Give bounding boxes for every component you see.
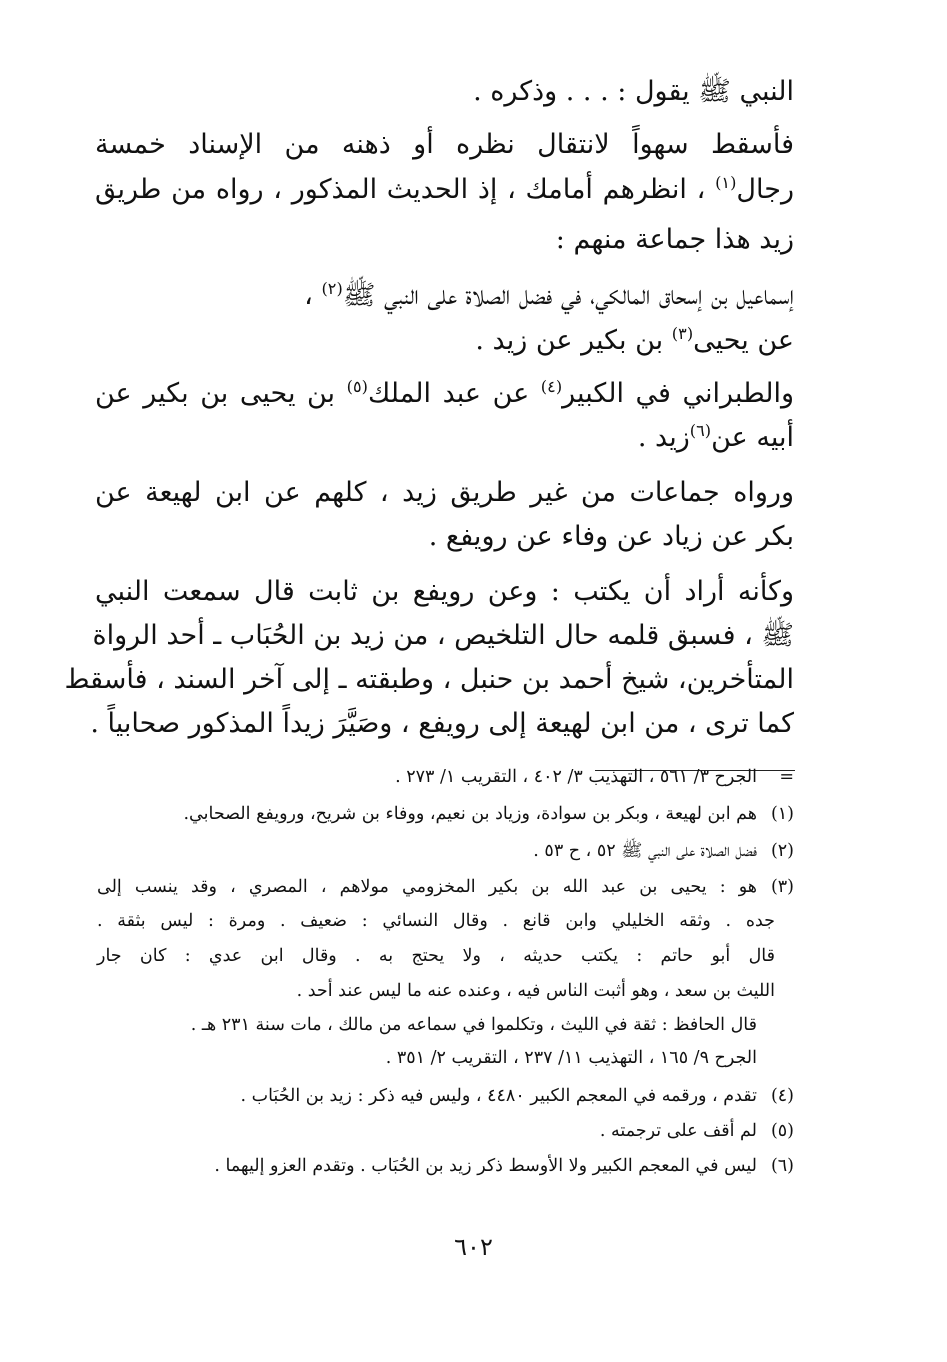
main-line-12: ﷺ ، فسبق قلمه حال التلخيص ، من زيد بن الحُبَاب ـ أحد الرواة (92, 620, 794, 651)
footnote-ref-5: (٥) (346, 377, 368, 396)
footnote-6-number: (٦) (770, 1156, 794, 1176)
footnote-2-number: (٢) (770, 841, 794, 861)
footnote-5-text: لم أقف على ترجمته . (599, 1121, 757, 1141)
footnote-2-text: فضل الصلاة على النبي ﷺ ٥٢ ، ح ٥٣ . (533, 841, 757, 861)
footnote-ref-6: (٦) (689, 421, 712, 440)
footnote-3-line-1: هو : يحيى بن عبد الله بن بكير المخزومي مولاهم ، المصري ، وقد ينسب إلى (97, 877, 757, 897)
footnote-4-number: (٤) (770, 1086, 794, 1106)
footnote-3-line-5: قال الحافظ : ثقة في الليث ، وتكلموا في سماعه من مالك ، مات سنة ٢٣١ هـ . (190, 1015, 757, 1035)
footnote-6-text: ليس في المعجم الكبير ولا الأوسط ذكر زيد بن الحُبَاب . وتقدم العزو إليهما . (214, 1156, 757, 1176)
main-line-7: والطبراني في الكبير$^{(٤)}$ عن عبد الملك$^{(٥)}$ بن يحيى بن بكير عن (95, 377, 794, 409)
main-line-2: فأسقط سهواً لانتقال نظره أو ذهنه من الإسناد خمسة (95, 129, 794, 160)
footnote-3-line-4: الليث بن سعد ، وهو أثبت الناس فيه ، وعنده عنه ما ليس عند أحد . (296, 981, 775, 1001)
footnote-3-line-2: جده . وثقه الخليلي وابن قانع . وقال النسائي : ضعيف . ومرة : ليس بثقة . (97, 911, 775, 931)
main-line-5: إسماعيل بن إسحاق المالكي، في فضل الصلاة على النبي ﷺ$^{(٢)}$ ، (304, 279, 794, 311)
footnote-ref-3: (٣) (671, 324, 694, 343)
footnote-3-line-3: قال أبو حاتم : يكتب حديثه ، ولا يحتج به . وقال ابن عدي : كان جار (97, 946, 775, 966)
page-number: ٦٠٢ (454, 1233, 493, 1261)
main-line-10: بكر عن زياد عن وفاء عن رويفع . (428, 521, 794, 552)
main-line-14: كما ترى ، من ابن لهيعة إلى رويفع ، وصَيَّرَ زيداً المذكور صحابياً . (90, 708, 794, 739)
main-line-13: المتأخرين، شيخ أحمد بن حنبل ، وطبقته ـ إلى آخر السند ، فأسقط (64, 664, 794, 695)
footnote-continuation: الجرح ٣/ ٥٦١ ، التهذيب ٣/ ٤٠٢ ، التقريب ١/ ٢٧٣ . (395, 767, 757, 787)
footnote-4-text: تقدم ، ورقمه في المعجم الكبير ٤٤٨٠ ، وليس فيه ذكر : زيد بن الحُبَاب . (240, 1086, 757, 1106)
footnote-ref-4: (٤) (540, 377, 563, 396)
main-line-11: وكأنه أراد أن يكتب : وعن رويفع بن ثابت قال سمعت النبي (95, 576, 794, 607)
footnote-1-number: (١) (770, 804, 794, 824)
main-line-3: رجال$^{(١)}$ ، انظرهم أمامك ، إذ الحديث المذكور ، رواه من طريق (95, 173, 794, 205)
main-line-9: ورواه جماعات من غير طريق زيد ، كلهم عن ابن لهيعة عن (95, 477, 794, 508)
footnote-continuation-mark: = (779, 767, 794, 787)
main-line-1: النبي ﷺ يقول : . . . وذكره . (473, 76, 794, 107)
footnote-3-number: (٣) (770, 877, 794, 897)
main-line-4: زيد هذا جماعة منهم : (555, 224, 794, 255)
footnote-5-number: (٥) (770, 1121, 794, 1141)
main-line-8: أبيه عن$^{(٦)}$زيد . (637, 421, 794, 453)
footnote-1-text: هم ابن لهيعة ، وبكر بن سوادة، وزياد بن نعيم، ووفاء بن شريح، ورويفع الصحابي. (183, 804, 757, 824)
footnote-ref-1: (١) (715, 173, 737, 192)
main-line-6: عن يحيى$^{(٣)}$ بن بكير عن زيد . (475, 324, 794, 356)
footnote-ref-2: (٢) (321, 279, 343, 298)
footnote-3-line-6: الجرح ٩/ ١٦٥ ، التهذيب ١١/ ٢٣٧ ، التقريب ٢/ ٣٥١ . (385, 1048, 757, 1068)
